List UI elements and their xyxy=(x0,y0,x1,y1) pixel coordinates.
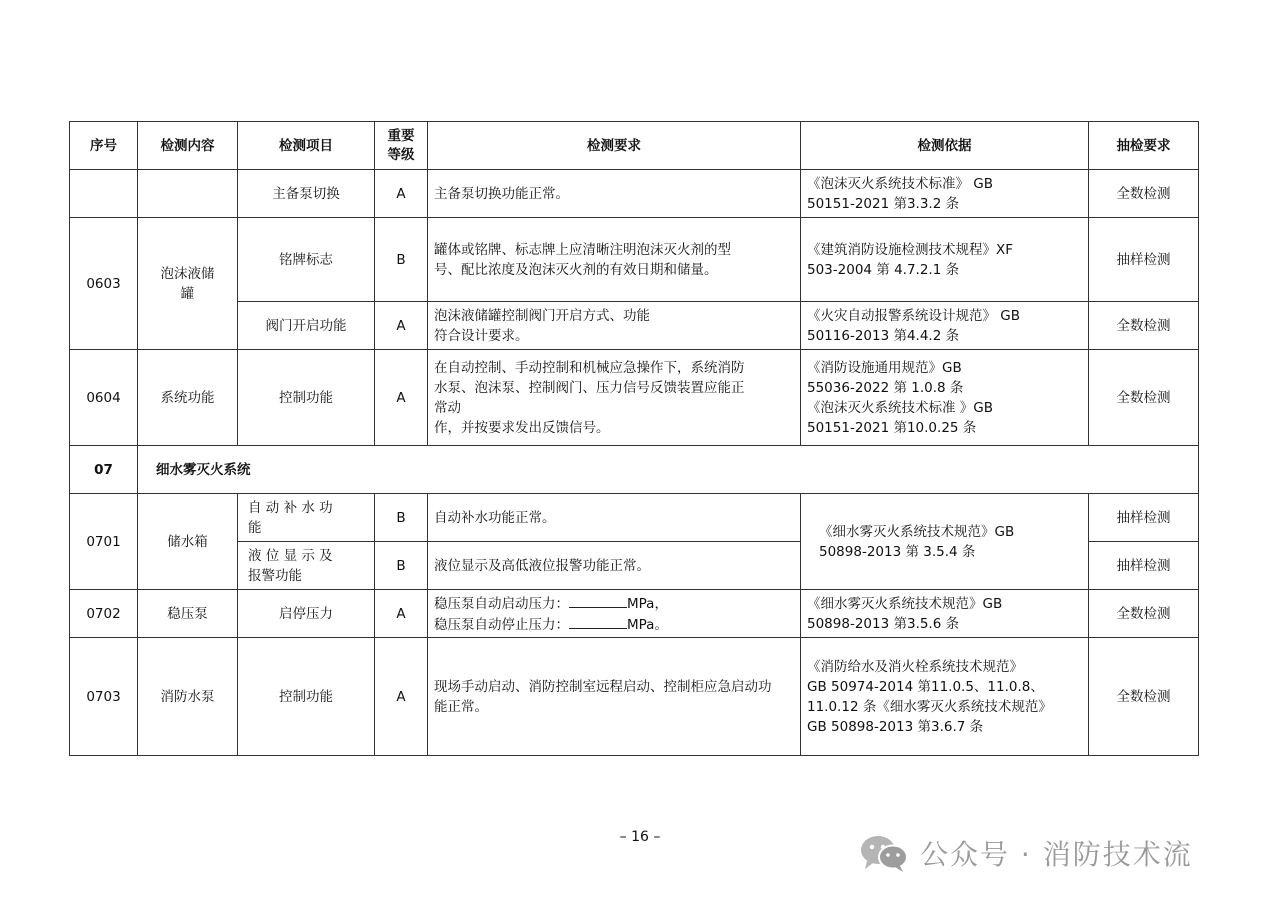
header-grade-text: 重要等级 xyxy=(387,127,415,163)
basis-cell xyxy=(801,638,1089,756)
table-row xyxy=(70,302,1199,350)
requirement-cell: 主备泵切换功能正常。 xyxy=(428,170,801,218)
requirement-cell xyxy=(428,350,801,446)
requirement-cell: 自动补水功能正常。 xyxy=(428,494,801,542)
content-line: 罐 xyxy=(180,285,195,302)
sampling-cell: 抽样检测 xyxy=(1089,218,1199,302)
watermark xyxy=(858,833,1193,873)
requirement-line: 罐体或铭牌、标志牌上应清晰注明泡沫灭火剂的型 xyxy=(434,241,731,258)
content-line: 泡沫液储 xyxy=(160,265,215,282)
pressure-start-line xyxy=(434,593,794,614)
sampling-cell: 抽样检测 xyxy=(1089,542,1199,590)
requirement-line: 作，并按要求发出反馈信号。 xyxy=(434,419,610,436)
section-row xyxy=(70,446,1199,494)
project-cell: 主备泵切换 xyxy=(238,170,375,218)
content-cell xyxy=(138,218,238,350)
header-seq: 序号 xyxy=(70,122,138,170)
requirement-line: 现场手动启动、消防控制室远程启动、控制柜应急启动功 xyxy=(434,678,772,695)
basis-line: 《泡沫灭火系统技术标准》 GB xyxy=(807,175,994,192)
basis-line: 50116-2013 第4.4.2 条 xyxy=(807,327,960,344)
basis-line: GB 50974-2014 第11.0.5、11.0.8、 xyxy=(807,678,1044,695)
content-cell: 消防水泵 xyxy=(138,638,238,756)
basis-line: GB 50898-2013 第3.6.7 条 xyxy=(807,718,984,735)
section-title: 细水雾灭火系统 xyxy=(138,446,1199,494)
basis-line: 503-2004 第 4.7.2.1 条 xyxy=(807,261,960,278)
grade-cell: B xyxy=(375,218,428,302)
sampling-cell: 全数检测 xyxy=(1089,302,1199,350)
basis-line: 50898-2013 第3.5.6 条 xyxy=(807,615,960,632)
table-header-row xyxy=(70,122,1199,170)
table-row xyxy=(70,218,1199,302)
pressure-stop-line xyxy=(434,614,794,635)
basis-line: 50898-2013 第 3.5.4 条 xyxy=(819,543,976,560)
seq-cell: 0603 xyxy=(70,218,138,350)
inspection-table xyxy=(69,121,1199,756)
project-line: 报警功能 xyxy=(248,567,302,584)
project-cell: 控制功能 xyxy=(238,638,375,756)
header-content: 检测内容 xyxy=(138,122,238,170)
basis-line: 50151-2021 第10.0.25 条 xyxy=(807,419,977,436)
basis-line: 《建筑消防设施检测技术规程》XF xyxy=(807,241,1014,258)
basis-cell xyxy=(801,350,1089,446)
project-cell: 铭牌标志 xyxy=(238,218,375,302)
sampling-cell: 全数检测 xyxy=(1089,350,1199,446)
section-seq: 07 xyxy=(70,446,138,494)
seq-cell xyxy=(70,170,138,218)
basis-cell xyxy=(801,494,1089,590)
requirement-line: 常动 xyxy=(434,399,461,416)
basis-cell xyxy=(801,218,1089,302)
header-grade xyxy=(375,122,428,170)
seq-cell: 0701 xyxy=(70,494,138,590)
basis-line: 55036-2022 第 1.0.8 条 xyxy=(807,379,964,396)
sampling-cell: 全数检测 xyxy=(1089,590,1199,638)
basis-line: 《消防设施通用规范》GB xyxy=(807,359,962,376)
basis-line: 50151-2021 第3.3.2 条 xyxy=(807,195,960,212)
requirement-line: 号、配比浓度及泡沫灭火剂的有效日期和储量。 xyxy=(434,261,718,278)
content-cell xyxy=(138,170,238,218)
requirement-cell xyxy=(428,590,801,638)
requirement-line: 在自动控制、手动控制和机械应急操作下，系统消防 xyxy=(434,359,745,376)
seq-cell: 0702 xyxy=(70,590,138,638)
table-row xyxy=(70,494,1199,542)
grade-cell: B xyxy=(375,542,428,590)
sampling-cell: 抽样检测 xyxy=(1089,494,1199,542)
table-row xyxy=(70,170,1199,218)
basis-cell xyxy=(801,302,1089,350)
project-line: 自 动 补 水 功 xyxy=(248,499,333,516)
project-line: 液 位 显 示 及 xyxy=(248,547,333,564)
project-cell: 启停压力 xyxy=(238,590,375,638)
pressure-start-unit: MPa， xyxy=(627,595,668,612)
requirement-line: 符合设计要求。 xyxy=(434,327,529,344)
basis-line: 《细水雾灭火系统技术规范》GB xyxy=(819,523,1015,540)
grade-cell: A xyxy=(375,350,428,446)
basis-line: 《细水雾灭火系统技术规范》GB xyxy=(807,595,1003,612)
basis-line: 《火灾自动报警系统设计规范》 GB xyxy=(807,307,1021,324)
pressure-start-label: 稳压泵自动启动压力： xyxy=(434,595,569,612)
basis-line: 11.0.12 条《细水雾灭火系统技术规范》 xyxy=(807,698,1052,715)
project-cell xyxy=(238,494,375,542)
table-row xyxy=(70,638,1199,756)
requirement-cell xyxy=(428,218,801,302)
requirement-line: 能正常。 xyxy=(434,698,488,715)
sampling-cell: 全数检测 xyxy=(1089,170,1199,218)
basis-line: 《泡沫灭火系统技术标准 》GB xyxy=(807,399,994,416)
grade-cell: A xyxy=(375,302,428,350)
watermark-text: 公众号 · 消防技术流 xyxy=(920,838,1193,871)
pressure-stop-label: 稳压泵自动停止压力： xyxy=(434,616,569,633)
header-requirement: 检测要求 xyxy=(428,122,801,170)
basis-cell xyxy=(801,170,1089,218)
table-row xyxy=(70,590,1199,638)
requirement-cell: 液位显示及高低液位报警功能正常。 xyxy=(428,542,801,590)
table-row xyxy=(70,350,1199,446)
project-cell: 阀门开启功能 xyxy=(238,302,375,350)
basis-line: 《消防给水及消火栓系统技术规范》 xyxy=(807,658,1023,675)
grade-cell: A xyxy=(375,170,428,218)
header-project: 检测项目 xyxy=(238,122,375,170)
content-cell: 稳压泵 xyxy=(138,590,238,638)
header-basis: 检测依据 xyxy=(801,122,1089,170)
content-cell: 储水箱 xyxy=(138,494,238,590)
wechat-logo-icon xyxy=(858,833,910,873)
requirement-cell xyxy=(428,638,801,756)
grade-cell: A xyxy=(375,590,428,638)
content-cell: 系统功能 xyxy=(138,350,238,446)
project-cell xyxy=(238,542,375,590)
grade-cell: B xyxy=(375,494,428,542)
pressure-start-blank[interactable] xyxy=(569,593,627,608)
pressure-stop-blank[interactable] xyxy=(569,614,627,629)
pressure-stop-unit: MPa。 xyxy=(627,616,668,633)
requirement-line: 水泵、泡沫泵、控制阀门、压力信号反馈装置应能正 xyxy=(434,379,745,396)
sampling-cell: 全数检测 xyxy=(1089,638,1199,756)
requirement-cell xyxy=(428,302,801,350)
header-sampling: 抽检要求 xyxy=(1089,122,1199,170)
project-cell: 控制功能 xyxy=(238,350,375,446)
seq-cell: 0703 xyxy=(70,638,138,756)
page-number: – 16 – xyxy=(619,829,661,845)
requirement-line: 泡沫液储罐控制阀门开启方式、功能 xyxy=(434,307,650,324)
grade-cell: A xyxy=(375,638,428,756)
basis-cell xyxy=(801,590,1089,638)
project-line: 能 xyxy=(248,519,262,536)
seq-cell: 0604 xyxy=(70,350,138,446)
